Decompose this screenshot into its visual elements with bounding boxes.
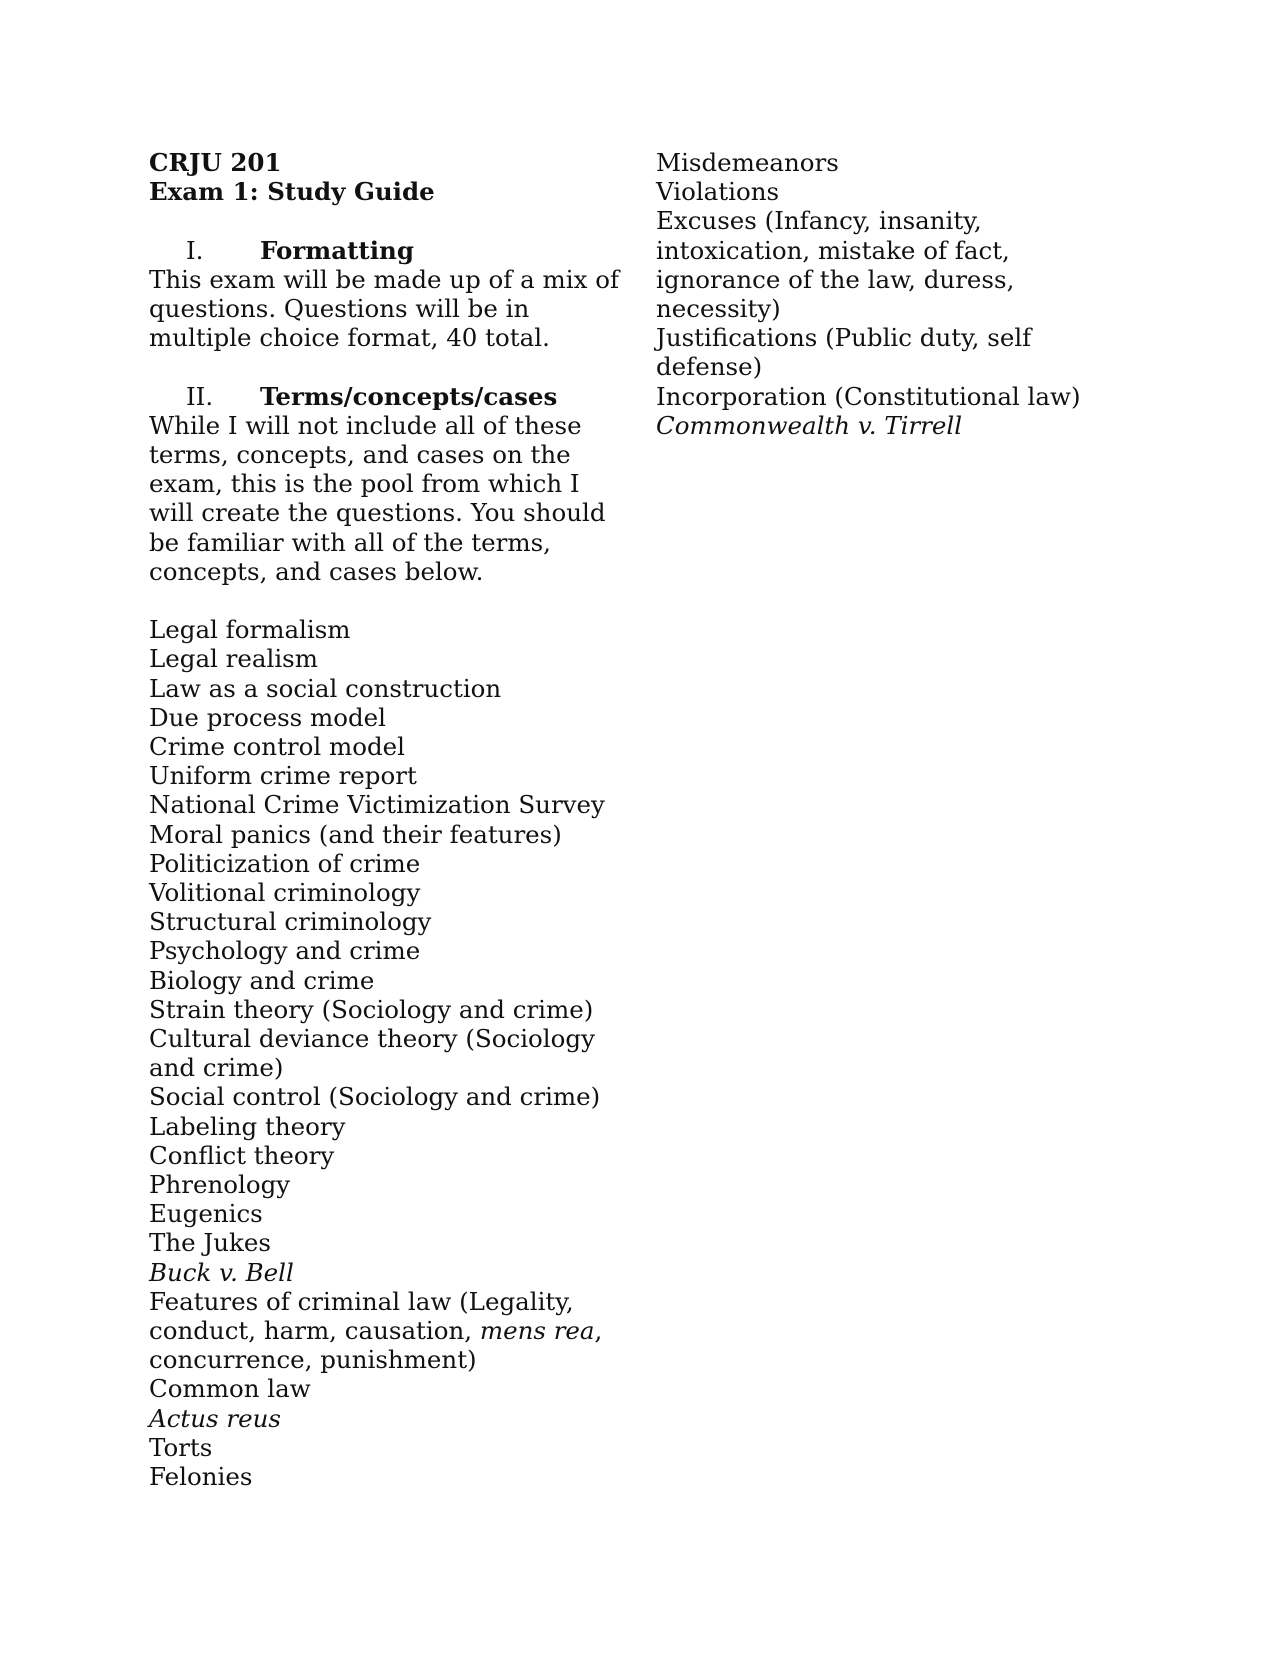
left-column: [149, 148, 629, 1491]
course-code: CRJU 201: [149, 148, 282, 177]
case-name: Buck v. Bell: [149, 1257, 294, 1287]
term-item: Moral panics (and their features): [149, 819, 562, 849]
term-item: Eugenics: [149, 1199, 263, 1229]
section-number: I.: [186, 235, 204, 265]
term-item: Legal realism: [149, 644, 318, 674]
term-item: Social control (Sociology and crime): [149, 1082, 601, 1112]
term-item: Biology and crime: [149, 965, 375, 995]
section-heading-formatting: [149, 236, 629, 265]
term-item: Law as a social construction: [149, 673, 502, 703]
term-item: Cultural deviance theory (Sociology and crime): [149, 1024, 595, 1083]
term-item: Legal formalism: [149, 615, 351, 645]
case-name: Commonwealth v. Tirrell: [656, 410, 963, 440]
section-body-formatting: This exam will be made up of a mix of questions. Questions will be in multiple choice format, 40 total.: [149, 264, 620, 353]
term-item: Actus reus: [149, 1403, 281, 1433]
term-item-features: [149, 1287, 629, 1375]
features-text: Features of criminal law (Legality, conduct, harm, causation,: [149, 1286, 574, 1346]
term-item: Incorporation (Constitutional law): [656, 381, 1081, 411]
term-item: Excuses (Infancy, insanity, intoxication, mistake of fact, ignorance of the law, duress, necessity): [656, 206, 1015, 324]
term-item: Crime control model: [149, 732, 405, 762]
term-item: Labeling theory: [149, 1111, 346, 1141]
section-title: Formatting: [260, 235, 414, 265]
spacer: [149, 352, 629, 381]
features-text-end: , concurrence, punishment): [149, 1316, 603, 1375]
term-item: Politicization of crime: [149, 848, 421, 878]
term-item: The Jukes: [149, 1228, 271, 1258]
spacer: [149, 206, 629, 235]
section-number: II.: [186, 381, 214, 411]
term-item: Due process model: [149, 702, 387, 732]
term-item: Misdemeanors: [656, 148, 839, 177]
spacer: [149, 586, 629, 615]
section-body-terms: While I will not include all of these terms, concepts, and cases on the exam, this is the pool from which I will create the questions. You should be familiar with all of the terms, concepts, and cases below.: [149, 410, 606, 586]
term-item: Torts: [149, 1432, 213, 1462]
section-heading-terms: [149, 382, 629, 411]
features-mens-rea: mens rea: [479, 1316, 595, 1346]
term-item: Felonies: [149, 1462, 253, 1492]
term-item: Justifications (Public duty, self defense): [656, 323, 1032, 382]
term-item: Volitional criminology: [149, 878, 421, 908]
term-item: Psychology and crime: [149, 936, 421, 966]
right-column: [656, 148, 1126, 440]
term-item: National Crime Victimization Survey: [149, 790, 605, 820]
exam-title: Exam 1: Study Guide: [149, 177, 435, 207]
term-item: Structural criminology: [149, 907, 432, 937]
term-item: Phrenology: [149, 1170, 291, 1200]
term-item: Common law: [149, 1374, 311, 1404]
term-item: Conflict theory: [149, 1140, 335, 1170]
term-item: Uniform crime report: [149, 761, 417, 791]
term-item: Violations: [656, 177, 780, 207]
section-title: Terms/concepts/cases: [260, 381, 558, 411]
term-item: Strain theory (Sociology and crime): [149, 994, 594, 1024]
